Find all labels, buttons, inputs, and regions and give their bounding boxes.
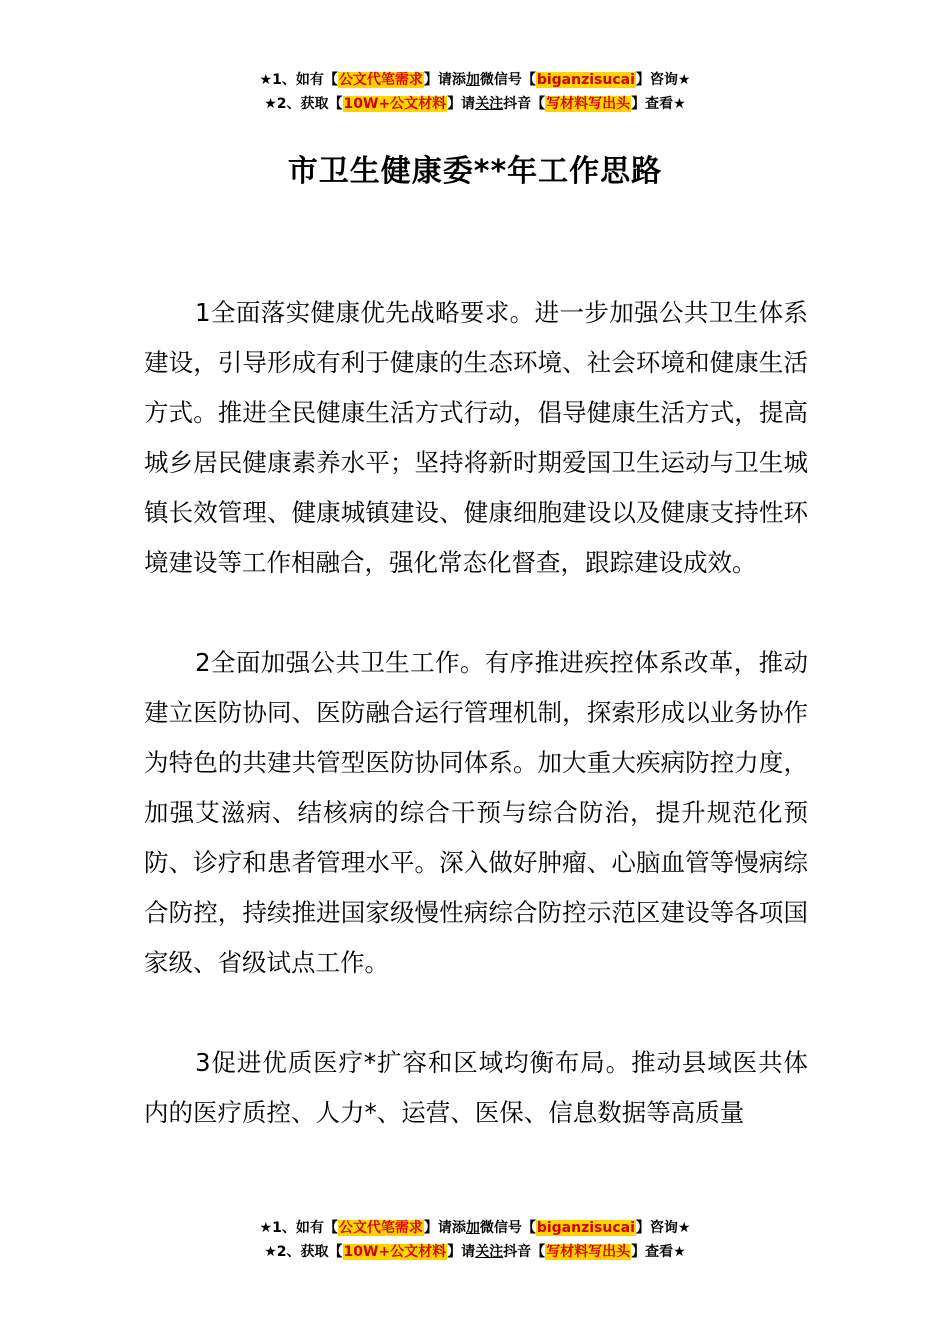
promo-banner-bottom xyxy=(0,1216,950,1264)
promo-text: 】查看★ xyxy=(631,1244,686,1260)
promo-highlight: biganzisucai xyxy=(536,72,635,88)
promo-highlight: biganzisucai xyxy=(536,1220,635,1236)
paragraph-3: 3促进优质医疗*扩容和区域均衡布局。推动县域医共体内的医疗质控、人力*、运营、医保、信息数据等高质量 xyxy=(144,1048,808,1127)
promo-highlight: 写材料写出头 xyxy=(546,1244,631,1260)
promo-text: 】请添 xyxy=(423,1220,466,1236)
promo-underlined-text: 关注 xyxy=(475,1244,504,1260)
promo-underlined-text: 关注 xyxy=(475,96,504,112)
promo-text: 】咨询★ xyxy=(635,1220,691,1236)
promo-highlight: 10W+公文材料 xyxy=(343,96,447,112)
promo-line-2 xyxy=(0,1240,950,1264)
promo-text: ★1、如有【 xyxy=(259,72,338,88)
promo-text: ★1、如有【 xyxy=(259,1220,338,1236)
promo-text: 】咨询★ xyxy=(635,72,691,88)
paragraph-2: 2全面加强公共卫生工作。有序推进疾控体系改革，推动建立医防协同、医防融合运行管理机制，探索形成以业务协作为特色的共建共管型医防协同体系。加大重大疾病防控力度，加强艾滋病、结核病的综合干预与综合防治，提升规范化预防、诊疗和患者管理水平。深入做好肿瘤、心脑血管等慢病综合防控，持续推进国家级慢性病综合防控示范区建设等各项国家级、省级试点工作。 xyxy=(144,648,808,977)
promo-text: 】查看★ xyxy=(631,96,686,112)
promo-underlined-text: 加 xyxy=(465,72,480,88)
paragraph-1: 1全面落实健康优先战略要求。进一步加强公共卫生体系建设，引导形成有利于健康的生态环境、社会环境和健康生活方式。推进全民健康生活方式行动，倡导健康生活方式，提高城乡居民健康素养水平；坚持将新时期爱国卫生运动与卫生城镇长效管理、健康城镇建设、健康细胞建设以及健康支持性环境建设等工作相融合，强化常态化督查，跟踪建设成效。 xyxy=(144,298,808,577)
promo-text: 抖音【 xyxy=(503,96,546,112)
promo-text: 】请添 xyxy=(423,72,466,88)
promo-text: 】请 xyxy=(447,96,476,112)
promo-highlight: 写材料写出头 xyxy=(546,96,631,112)
promo-underlined-text: 加 xyxy=(465,1220,480,1236)
document-title: 市卫生健康委**年工作思路 xyxy=(287,154,663,189)
promo-banner-top xyxy=(0,68,950,116)
promo-text: 微信号【 xyxy=(479,1220,536,1236)
promo-line-2 xyxy=(0,92,950,116)
promo-text: 】请 xyxy=(447,1244,476,1260)
promo-highlight: 公文代笔需求 xyxy=(338,72,423,88)
promo-highlight: 10W+公文材料 xyxy=(343,1244,447,1260)
promo-text: ★2、获取【 xyxy=(264,1244,343,1260)
promo-highlight: 公文代笔需求 xyxy=(338,1220,423,1236)
promo-line-1 xyxy=(0,68,950,92)
promo-text: ★2、获取【 xyxy=(264,96,343,112)
document-body xyxy=(144,288,808,1188)
promo-line-1 xyxy=(0,1216,950,1240)
promo-text: 抖音【 xyxy=(503,1244,546,1260)
promo-text: 微信号【 xyxy=(479,72,536,88)
